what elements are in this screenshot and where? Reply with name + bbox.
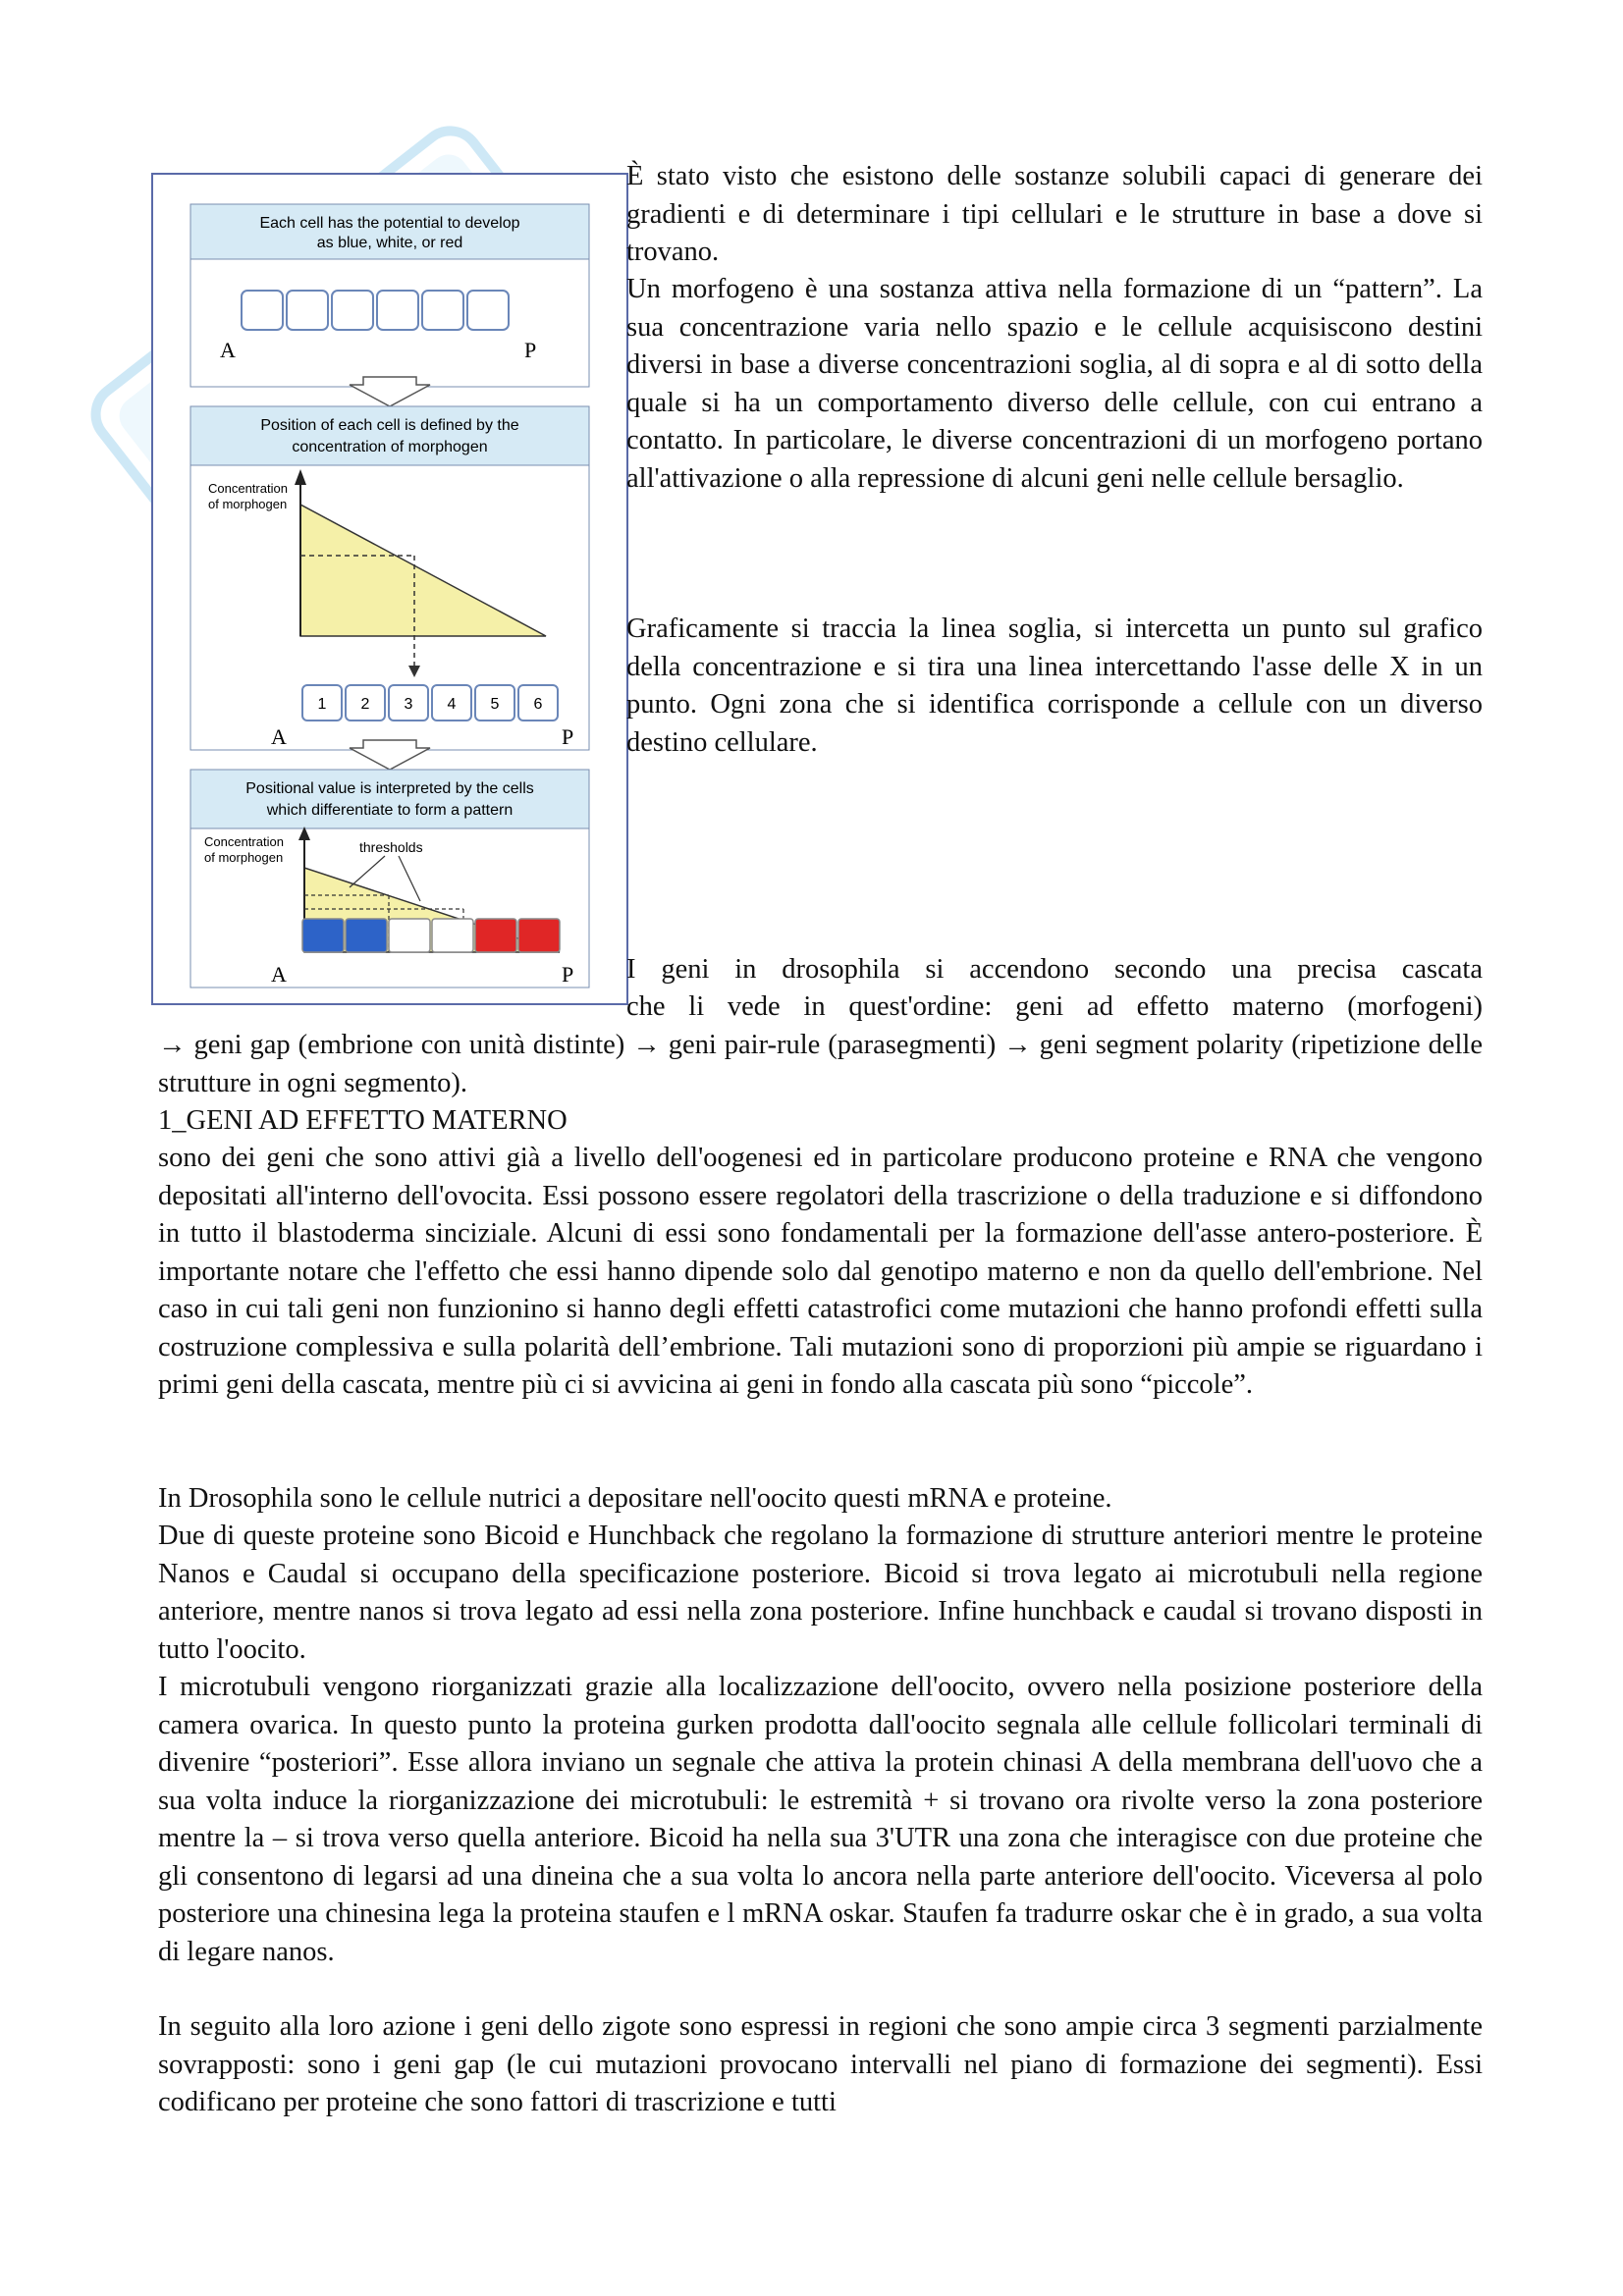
paragraph-microtubules: I microtubuli vengono riorganizzati grazie alla localizzazione dell'oocito, ovvero nella posizione posteriore della camera ovarica. In questo punto la proteina gurken prodotta dall'oocito segnala alle cellule follicolari terminali di divenire “posteriori”. Esse allora inviano un segnale che attiva la protein chinasi A della membrana dell'uovo che a sua volta induce la riorganizzazione dei microtubuli: le estremità + si trovano ora rivolte verso la zona posteriore mentre la – si trova verso quella anteriore. Bicoid ha nella sua 3'UTR una zona che interagisce con due proteine che gli consentono di legarsi ad una dineina che a sua volta lo ancora nella parte anteriore dell'oocito. Viceversa al polo posteriore una chinesina lega la proteina staufen e l mRNA oskar. Staufen fa tradurre oskar che è in grado, a sua volta di legare nanos.	[158, 1672, 1483, 1967]
paragraph-maternal-genes: sono dei geni che sono attivi già a livello dell'oogenesi ed in particolare producono proteine e RNA che vengono depositati all'interno dell'ovocita. Essi possono essere regolatori della trascrizione o della traduzione e si diffondono in tutto il blastoderma sinciziale. Alcuni di essi sono fondamentali per la formazione dell'asse antero-posteriore. È importante notare che l'effetto che essi hanno dipende solo dal genotipo materno e non da quello dell'embrione. Nel caso in cui tali geni non funzionino si hanno degli effetti catastrofici come mutazioni che hanno profondi effetti sulla costruzione complessiva e sulla polarità dell’embrione. Tali mutazioni sono di proporzioni più ampie se riguardano i primi geni della cascata, mentre più ci si avvicina ai geni in fondo alla cascata più sono “piccole”.	[158, 1143, 1483, 1400]
panel3-ylabel-line2: of morphogen	[204, 850, 284, 865]
panel1-cell	[377, 291, 418, 330]
pattern-cell	[389, 919, 430, 952]
panel1-label-p: P	[524, 338, 537, 362]
paragraph-nurse-cells: In Drosophila sono le cellule nutrici a depositare nell'oocito questi mRNA e proteine.	[158, 1483, 1112, 1514]
panel2-label-p: P	[562, 724, 574, 749]
panel2-header	[190, 406, 589, 465]
panel2-cell-number: 5	[490, 696, 500, 713]
panel2-label-a: A	[271, 724, 287, 749]
section-heading: 1_GENI AD EFFETTO MATERNO	[158, 1105, 568, 1136]
panel3-header	[190, 770, 589, 828]
pattern-cell	[346, 919, 387, 952]
panel2-cell-number: 3	[404, 696, 413, 713]
paragraph-graphic-method: Graficamente si traccia la linea soglia, si intercetta un punto sul grafico della concentrazione e si tira una linea intercettando l'asse delle X in un punto. Ogni zona che si identifica corrisponde a cellule con un diverso destino cellulare.	[626, 614, 1483, 758]
panel1-cell	[467, 291, 509, 330]
panel2-cell-number: 2	[360, 696, 370, 713]
paragraph-bicoid-hunchback: Due di queste proteine sono Bicoid e Hunchback che regolano la formazione di strutture anteriori mentre le proteine Nanos e Caudal si occupano della specificazione posteriore. Bicoid si trova legato ai microtubuli nella regione anteriore, mentre nanos si trova legato ad essi nella zona posteriore. Infine hunchback e caudal si trovano disposti in tutto l'oocito.	[158, 1521, 1483, 1665]
panel3-label-a: A	[271, 962, 287, 987]
panel3-thresholds-label: thresholds	[359, 839, 423, 855]
paragraph-intro: È stato visto che esistono delle sostanze solubili capaci di generare dei gradienti e di determinare i tipi cellulari e le strutture in base a dove si trovano.	[626, 161, 1483, 267]
panel2-ylabel-line2: of morphogen	[208, 497, 288, 511]
panel3-title-line1: Positional value is interpreted by the cells	[245, 780, 534, 797]
panel2-title-line2: concentration of morphogen	[292, 439, 488, 455]
morphogen-figure	[151, 173, 628, 1005]
panel2-title-line1: Position of each cell is defined by the	[260, 417, 519, 434]
paragraph-zygote-genes: In seguito alla loro azione i geni dello zigote sono espressi in regioni che sono ampie circa 3 segmenti parzialmente sovrapposti: sono i geni gap (le cui mutazioni provocano intervalli nel piano di formazione dei segmenti). Essi codificano per proteine che sono fattori di trascrizione e tutti	[158, 2011, 1483, 2117]
panel2-cell-number: 1	[317, 696, 327, 713]
panel1-cell	[332, 291, 373, 330]
panel2-cell-number: 4	[447, 696, 457, 713]
paragraph-cascade-line2: che li vede in quest'ordine: geni ad effetto materno (morfogeni)	[626, 991, 1483, 1022]
pattern-cell	[518, 919, 560, 952]
panel1-title-line2: as blue, white, or red	[316, 235, 463, 251]
panel1-cell	[242, 291, 283, 330]
pattern-cell	[302, 919, 344, 952]
panel3-label-p: P	[562, 962, 574, 987]
panel2-ylabel-line1: Concentration	[208, 481, 288, 496]
panel3-title-line2: which differentiate to form a pattern	[266, 802, 514, 819]
panel2-cell-number: 6	[533, 696, 543, 713]
panel1-label-a: A	[220, 338, 236, 362]
panel1-cell	[422, 291, 463, 330]
paragraph-cascade-rest: → geni gap (embrione con unità distinte) → geni pair-rule (parasegmenti) → geni segment polarity (ripetizione delle strutture in ogni segmento).	[158, 1030, 1483, 1098]
pattern-cell	[432, 919, 473, 952]
paragraph-morphogen-definition: Un morfogeno è una sostanza attiva nella formazione di un “pattern”. La sua concentrazione varia nello spazio e le cellule acquisiscono destini diversi in base a diverse concentrazioni soglia, al di sopra e al di sotto della quale si ha un comportamento diverso delle cellule, con cui entrano a contatto. In particolare, le diverse concentrazioni di un morfogeno portano all'attivazione o alla repressione di alcuni geni nelle cellule bersaglio.	[626, 274, 1483, 494]
panel1-cell	[287, 291, 328, 330]
paragraph-cascade-line1: I geni in drosophila si accendono secondo una precisa cascata	[626, 954, 1483, 985]
panel3-ylabel-line1: Concentration	[204, 834, 284, 849]
panel1-title-line1: Each cell has the potential to develop	[259, 215, 520, 232]
pattern-cell	[475, 919, 516, 952]
morphogen-diagram	[153, 175, 626, 1003]
